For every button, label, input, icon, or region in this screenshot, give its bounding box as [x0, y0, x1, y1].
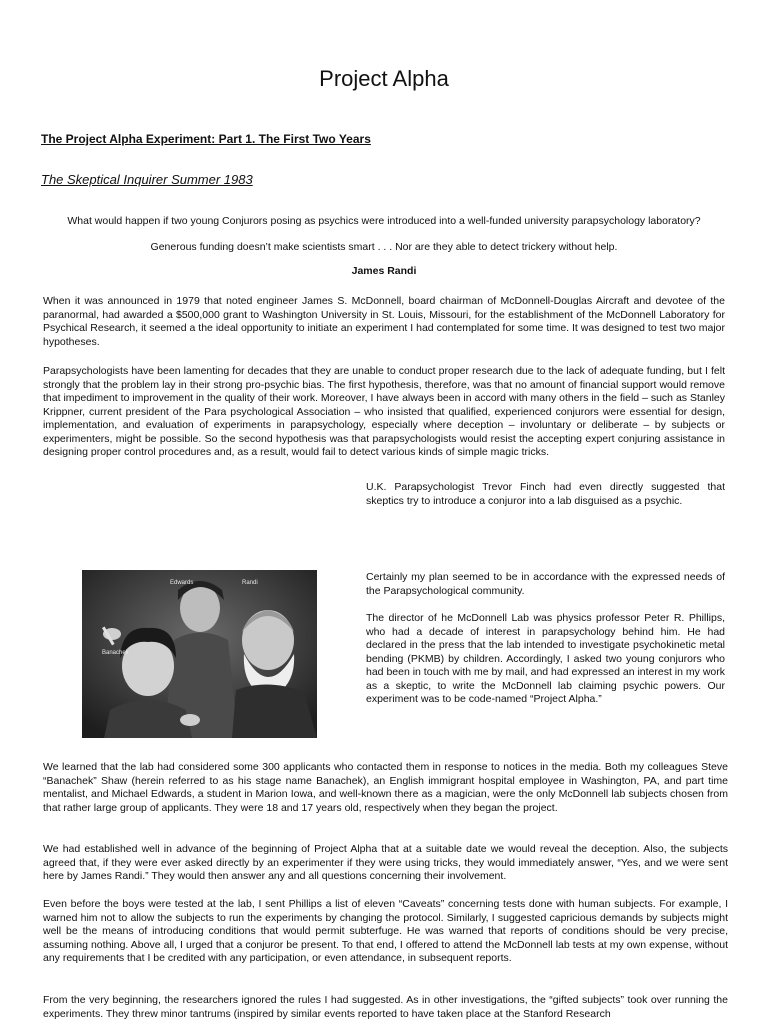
paragraph: From the very beginning, the researchers ignored the rules I had suggested. As in other investigations, the “gifted subjects” took over running the experiments. They threw minor tantrums (inspired by similar events reported to have taken place at the Stanford Research: [43, 994, 728, 1020]
paragraph: U.K. Parapsychologist Trevor Finch had even directly suggested that skeptics try to introduce a conjuror into a lab disguised as a psychic.: [366, 481, 725, 507]
section-heading: The Project Alpha Experiment: Part 1. The First Two Years: [41, 132, 371, 146]
paragraph: Even before the boys were tested at the lab, I sent Phillips a list of eleven “Caveats” concerning tests done with human subjects. For example, I warned him not to allow the subjects to run the experiments by changing the protocol. Similarly, I suggested capricious demands by subjects might well be the means of introducing conditions that would permit subterfuge. He was warned that reports of conditions should be very precise, assuming nothing. Above all, I urged that a conjuror be present. To that end, I offered to attend the McDonnell lab tests at my own expense, without any requirements that I be credited with any participation, or even attendance, in subsequent reports.: [43, 898, 728, 964]
intro-question: What would happen if two young Conjurors posing as psychics were introduced into a well-funded university parapsychology laboratory?: [67, 215, 701, 227]
paragraph: The director of he McDonnell Lab was physics professor Peter R. Phillips, who had a decade of interest in parapsychology behind him. He had declared in the press that the lab intended to investigate psychokinetic metal bending (PKMB) by children. Accordingly, I asked two young conjurors who had been in touch with me by mail, and had expressed an interest in my work as a skeptic, to write the McDonnell lab claiming psychic powers. Our experiment was to be code-named “Project Alpha.”: [366, 612, 725, 705]
paragraph: Parapsychologists have been lamenting for decades that they are unable to conduct proper research due to the lack of adequate funding, but I felt strongly that the problem lay in their strong pro-psychic bias. The first hypothesis, therefore, was that no amount of financial support would remove that impediment to improvement in the quality of their work. Moreover, I have always been in accord with many others in the field – such as Stanley Krippner, current president of the Para psychological Association – who insisted that qualified, experienced conjurors were essential for design, implementation, and evaluation of experiments in parapsychology, especially where deception – involuntary or deliberate – by subjects or experimenters, might be possible. So the second hypothesis was that parapsychologists would resist the accepting expert conjuring assistance in designing proper control procedures and, as a result, would fail to detect various kinds of simple magic tricks.: [43, 365, 725, 458]
page-title: Project Alpha: [319, 66, 449, 91]
paragraph: Certainly my plan seemed to be in accordance with the expressed needs of the Parapsychological community.: [366, 571, 725, 597]
photo-caption: Edwards: [170, 580, 194, 586]
paragraph: We learned that the lab had considered some 300 applicants who contacted them in response to notices in the media. Both my colleagues Steve “Banachek” Shaw (herein referred to as his stage name Banachek), an English immigrant hospital employee in Washington, PA, and part time mentalist, and Michael Edwards, a student in Marion Iowa, and well-known there as a magician, were the only McDonnell lab subjects chosen from that rather large group of applicants. They were 18 and 17 years old, respectively when they began the project.: [43, 761, 728, 814]
photo-caption: Randi: [242, 580, 258, 586]
paragraph: When it was announced in 1979 that noted engineer James S. McDonnell, board chairman of McDonnell-Douglas Aircraft and devotee of the paranormal, had awarded a $500,000 grant to Washington University in St. Louis, Missouri, for the establishment of the McDonnell Laboratory for Psychical Research, it seemed a the ideal opportunity to initiate an experiment I had contemplated for some time. It was designed to test two major hypotheses.: [43, 295, 725, 348]
tagline: Generous funding doesn’t make scientists smart . . . Nor are they able to detect trickery without help.: [150, 241, 618, 253]
photo-caption: Banachek: [102, 650, 129, 656]
source-line: The Skeptical Inquirer Summer 1983: [41, 172, 253, 187]
photo: [82, 570, 317, 738]
paragraph: We had established well in advance of the beginning of Project Alpha that at a suitable date we would reveal the deception. Also, the subjects agreed that, if they were ever asked directly by an experimenter if they were using tricks, they would immediately answer, “Yes, and we were sent here by James Randi.” They would then answer any and all questions concerning their involvement.: [43, 843, 728, 882]
author-name: James Randi: [351, 265, 417, 277]
